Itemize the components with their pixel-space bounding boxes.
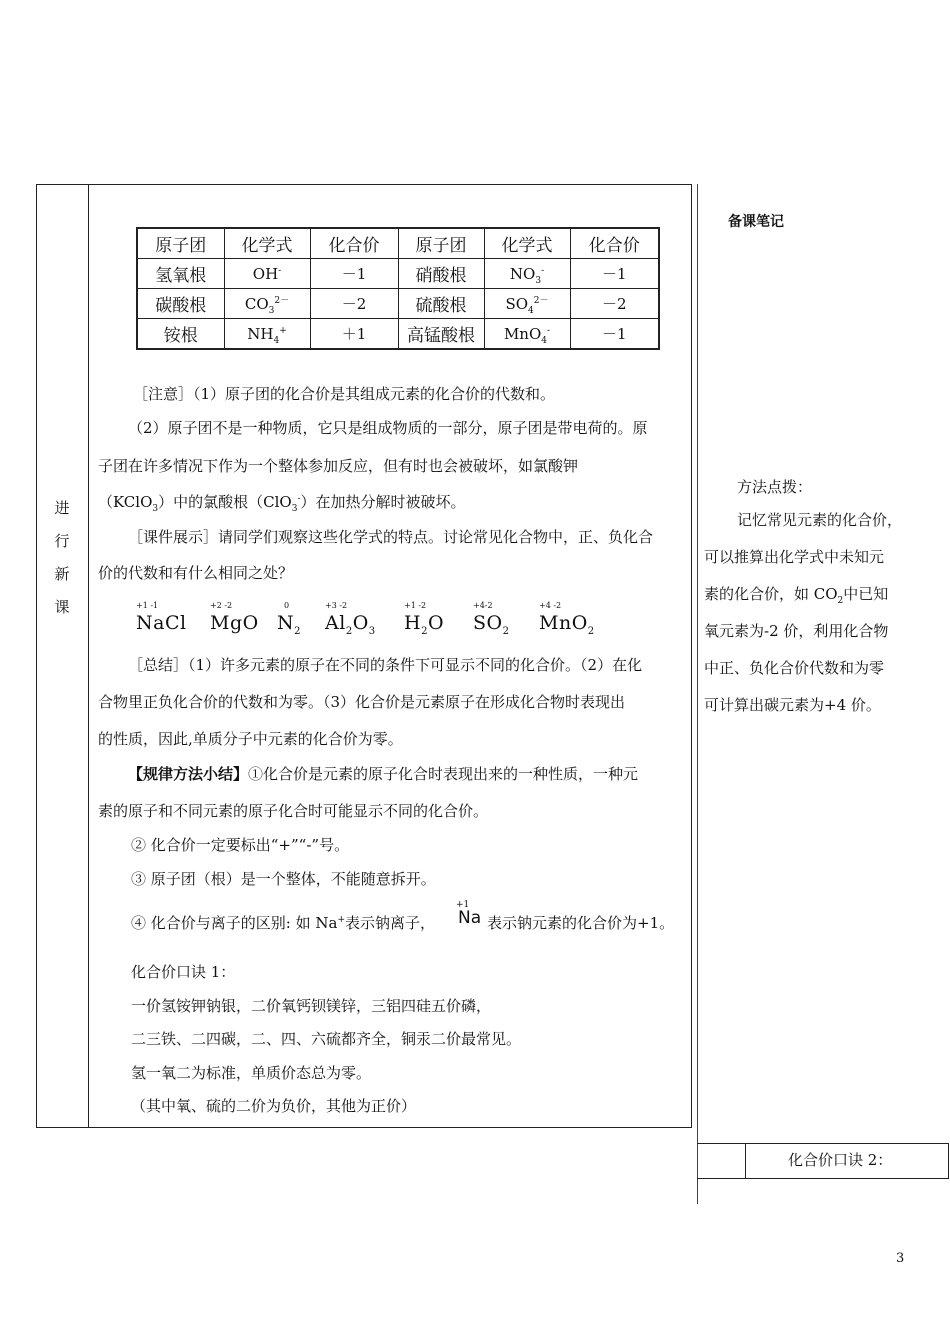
frame-right xyxy=(691,184,692,1128)
table-header: 化合价 xyxy=(570,228,659,259)
table-header: 原子团 xyxy=(137,228,224,259)
section-label-char: 进 xyxy=(54,499,70,517)
table-row xyxy=(137,319,659,350)
summary-line-1: ［总结］（1）许多元素的原子在不同的条件下可显示不同的化合价。（2）在化 xyxy=(128,656,643,674)
section-label-char: 行 xyxy=(54,532,70,550)
mnemonic-line-3: 氢一氧二为标准，单质价态总为零。 xyxy=(131,1064,372,1082)
note-line-4: （KClO$_3$）中的氯酸根（ClO$_3$-）在加热分解时被破坏。 xyxy=(98,493,466,514)
section-label-char: 课 xyxy=(54,598,70,616)
mnemonic2-box-bottom xyxy=(697,1178,949,1179)
ion-name: 硝酸根 xyxy=(398,259,484,289)
rules-line-1: 【规律方法小结】①化合价是元素的原子化合时表现出来的一种性质，一种元 xyxy=(128,765,639,783)
ion-valence-table xyxy=(136,227,660,350)
page-number: 3 xyxy=(896,1251,905,1266)
rules-item-4-tail: 表示钠元素的化合价为+1。 xyxy=(487,914,675,932)
frame-divider xyxy=(88,184,89,1128)
table-row xyxy=(137,259,659,289)
ion-valence: －2 xyxy=(570,289,659,319)
frame-top xyxy=(36,184,692,185)
ion-name: 铵根 xyxy=(137,319,224,350)
ion-formula: $NO_3^-$ xyxy=(484,259,570,289)
display-line-2: 价的代数和有什么相同之处？ xyxy=(98,564,294,582)
sidebar-line: 可计算出碳元素为+4 价。 xyxy=(704,696,881,714)
ion-name: 高锰酸根 xyxy=(398,319,484,350)
ion-formula: $NH_4^+$ xyxy=(224,319,310,350)
sidebar-method-title: 方法点拨： xyxy=(737,478,813,496)
ion-name: 碳酸根 xyxy=(137,289,224,319)
table-row xyxy=(137,289,659,319)
ion-valence: －1 xyxy=(570,319,659,350)
rules-item-3: ③ 原子团（根）是一个整体，不能随意拆开。 xyxy=(131,870,436,888)
note-line-1: ［注意］（1）原子团的化合价是其组成元素的化合价的代数和。 xyxy=(133,385,556,403)
sodium-valence-notation: +1 Na xyxy=(456,900,482,928)
sidebar-line: 素的化合价，如 $CO_2$中已知 xyxy=(704,585,889,606)
sidebar-title: 备课笔记 xyxy=(728,214,784,230)
sidebar-line: 可以推算出化学式中未知元 xyxy=(704,548,885,566)
mnemonic2-box-right xyxy=(948,1143,949,1179)
note-line-3: 子团在许多情况下作为一个整体参加反应，但有时也会被破坏，如氯酸钾 xyxy=(98,457,579,475)
section-label xyxy=(36,184,88,1128)
ion-formula: OH- xyxy=(224,259,310,289)
mnemonic2-box-divider xyxy=(745,1143,746,1179)
rules-item-4: ④ 化合价与离子的区别: 如 Na+表示钠离子， xyxy=(131,914,435,932)
frame-bottom xyxy=(36,1127,692,1128)
table-header: 原子团 xyxy=(398,228,484,259)
ion-valence: －2 xyxy=(310,289,398,319)
rules-line-2: 素的原子和不同元素的原子化合时可能显示不同的化合价。 xyxy=(98,802,489,820)
mnemonic-line-4: （其中氧、硫的二价为负价，其他为正价） xyxy=(131,1097,417,1115)
sidebar-line: 中正、负化合价代数和为零 xyxy=(704,659,885,677)
ion-formula: $CO_3^{2-}$ xyxy=(224,289,310,319)
ion-name: 氢氧根 xyxy=(137,259,224,289)
ion-formula: MnO$_4$- xyxy=(484,319,570,350)
sidebar-line: 记忆常见元素的化合价， xyxy=(737,511,903,529)
table-header: 化学式 xyxy=(224,228,310,259)
ion-valence: ＋1 xyxy=(310,319,398,350)
ion-formula: $SO_4^{2-}$ xyxy=(484,289,570,319)
table-header-row xyxy=(137,228,659,259)
mnemonic-line-2: 二三铁、二四碳，二、四、六硫都齐全，铜汞二价最常见。 xyxy=(131,1030,522,1048)
side-margin-line xyxy=(697,184,698,1204)
ion-valence: －1 xyxy=(310,259,398,289)
sidebar-line: 氧元素为-2 价，利用化合物 xyxy=(704,622,889,640)
rules-item-2: ② 化合价一定要标出“+”“-”号。 xyxy=(131,836,350,854)
mnemonic2-box-top xyxy=(697,1143,949,1144)
ion-name: 硫酸根 xyxy=(398,289,484,319)
summary-line-3: 的性质，因此,单质分子中元素的化合价为零。 xyxy=(98,730,403,748)
summary-line-2: 合物里正负化合价的代数和为零。（3）化合价是元素原子在形成化合物时表现出 xyxy=(98,693,626,711)
section-label-char: 新 xyxy=(54,565,70,583)
table-header: 化合价 xyxy=(310,228,398,259)
mnemonic-line-1: 一价氢铵钾钠银，二价氧钙钡镁锌，三铝四硅五价磷， xyxy=(131,997,492,1015)
table-header: 化学式 xyxy=(484,228,570,259)
note-line-2: （2）原子团不是一种物质，它只是组成物质的一部分，原子团是带电荷的。原 xyxy=(128,419,648,437)
mnemonic2-title: 化合价口诀 2： xyxy=(788,1151,893,1169)
mnemonic-title: 化合价口诀 1： xyxy=(131,963,236,981)
ion-valence: －1 xyxy=(570,259,659,289)
display-line-1: ［课件展示］请同学们观察这些化学式的特点。讨论常见化合物中，正、负化合 xyxy=(128,528,654,546)
